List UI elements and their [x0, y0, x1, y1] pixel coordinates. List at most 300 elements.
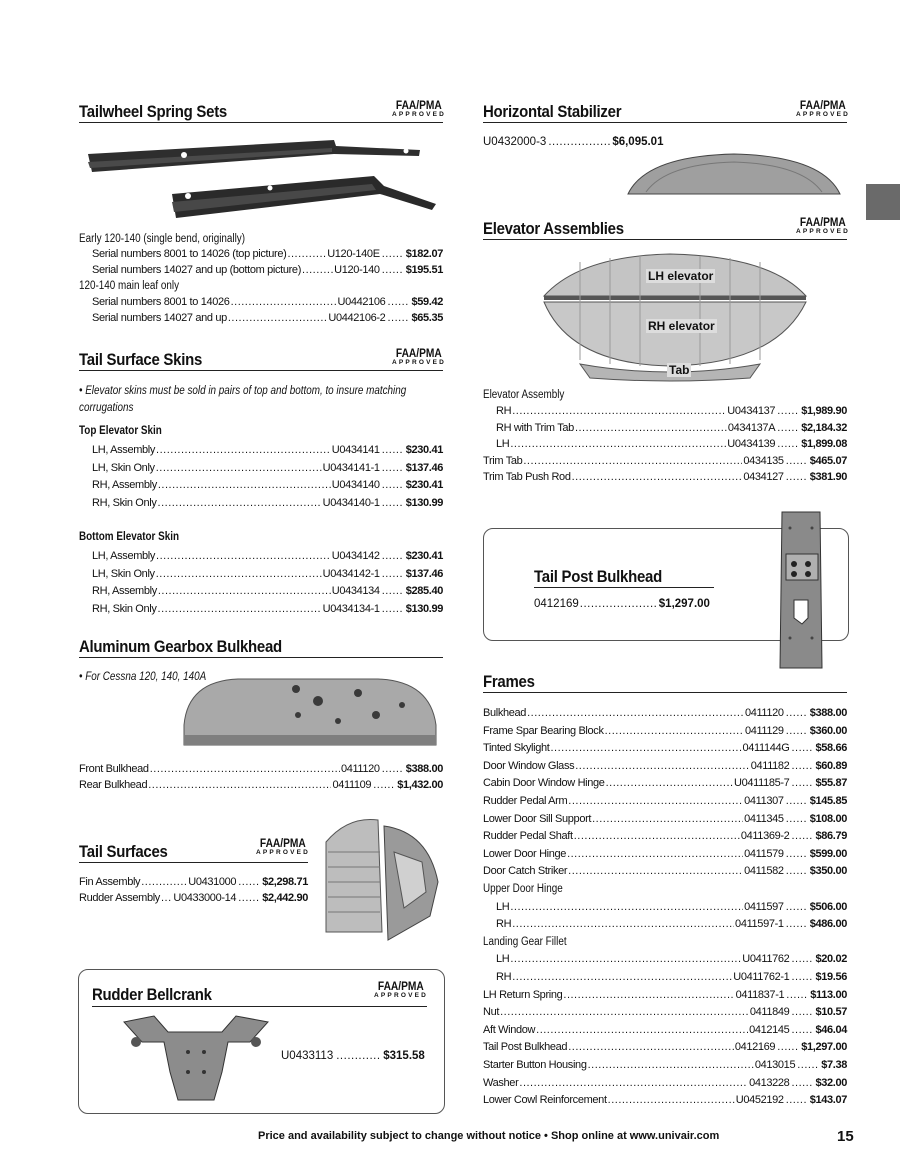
rudder-bellcrank-image	[118, 1012, 274, 1106]
section-rule	[483, 122, 847, 123]
item-label: LH	[496, 900, 510, 913]
leader-dots	[382, 761, 404, 777]
price: $60.89	[815, 759, 847, 772]
price: $1,297.00	[801, 1041, 847, 1054]
price: $2,442.90	[262, 892, 308, 904]
leader-dots	[786, 469, 808, 485]
faa-badge-bottom: APPROVED	[796, 111, 851, 118]
price: $113.00	[810, 988, 847, 1001]
leader-dots	[336, 1048, 380, 1064]
leader-dots	[238, 874, 260, 890]
leader-dots	[786, 723, 808, 739]
item-label: LH, Skin Only	[92, 461, 155, 474]
price: $1,989.90	[801, 405, 847, 417]
price-row	[79, 601, 443, 617]
price-row	[483, 1039, 847, 1055]
part-number: 0411582	[744, 865, 784, 878]
item-label: Starter Button Housing	[483, 1059, 587, 1071]
price: $360.00	[809, 724, 847, 737]
price: $350.00	[809, 865, 847, 878]
section-rule	[92, 1006, 427, 1007]
part-number: U0434137	[727, 405, 776, 417]
price: $130.99	[405, 496, 443, 509]
leader-dots	[580, 596, 658, 612]
part-number: U0411185-7	[734, 777, 790, 790]
item-label: Rudder Pedal Shaft	[483, 830, 573, 843]
leader-dots	[510, 436, 726, 452]
leader-dots	[791, 951, 813, 967]
part-number: U0432000-3	[483, 136, 547, 148]
gearbox-note: • For Cessna 120, 140, 140A	[79, 671, 207, 683]
part-number: U0434134-1	[322, 602, 380, 615]
price-row	[79, 477, 443, 493]
gearbox-title: Aluminum Gearbox Bulkhead	[79, 637, 282, 656]
part-number: U0434139	[727, 438, 776, 450]
part-number: U0442106	[337, 296, 386, 308]
price-row	[79, 890, 308, 906]
item-label: RH, Skin Only	[92, 496, 157, 509]
item-label: Rear Bulkhead	[79, 779, 148, 791]
section-tab-marker	[866, 184, 900, 220]
price: $46.04	[815, 1023, 847, 1036]
leader-dots	[158, 601, 322, 617]
faa-badge-top: FAA/PMA	[259, 836, 306, 850]
tailpost-title: Tail Post Bulkhead	[534, 567, 662, 586]
price: $55.87	[815, 777, 847, 790]
price-row	[483, 987, 847, 1003]
leader-dots	[382, 495, 404, 511]
leader-dots	[786, 863, 808, 879]
faa-pma-badge	[796, 215, 851, 236]
leader-dots	[302, 262, 333, 278]
price-row	[483, 811, 847, 827]
leader-dots	[777, 436, 799, 452]
stabilizer-title: Horizontal Stabilizer	[483, 102, 622, 121]
item-label: Serial numbers 8001 to 14026	[92, 296, 230, 308]
price-row	[483, 453, 847, 469]
leader-dots	[786, 846, 808, 862]
price: $182.07	[405, 248, 443, 260]
item-label: Front Bulkhead	[79, 763, 149, 775]
leader-dots	[791, 1004, 813, 1020]
leader-dots	[158, 495, 322, 511]
leader-dots	[519, 1075, 748, 1091]
price: $145.85	[809, 795, 847, 807]
section-rule	[79, 370, 443, 371]
item-label: Lower Door Sill Support	[483, 812, 592, 825]
item-label: Serial numbers 14027 and up (bottom picture)	[92, 264, 302, 276]
frames-title: Frames	[483, 672, 535, 691]
leader-dots	[382, 442, 404, 458]
price-row	[483, 775, 847, 791]
leader-dots	[797, 1057, 819, 1073]
tailwheel-title: Tailwheel Spring Sets	[79, 102, 227, 121]
leader-dots	[777, 420, 799, 436]
price-row	[483, 420, 847, 436]
leader-dots	[786, 1092, 808, 1108]
leader-dots	[568, 793, 743, 809]
leader-dots	[141, 874, 187, 890]
price: $108.00	[809, 812, 847, 825]
leader-dots	[231, 294, 337, 310]
footer-note: Price and availability subject to change without notice • Shop online at www.univair.com	[258, 1130, 720, 1142]
skins-note: • Elevator skins must be sold in pairs of top and bottom, to insure matching corrugations	[79, 385, 407, 414]
leader-dots	[536, 1022, 748, 1038]
item-label: RH, Assembly	[92, 479, 157, 491]
item-label: Aft Window	[483, 1023, 536, 1036]
elevator-heading: Elevator Assembly	[483, 389, 565, 401]
leader-dots	[777, 1039, 799, 1055]
leader-dots	[592, 811, 743, 827]
part-number: U0434140	[331, 479, 380, 491]
price: $137.46	[405, 567, 443, 580]
leader-dots	[527, 705, 744, 721]
item-label: LH	[496, 953, 510, 966]
leader-dots	[150, 761, 340, 777]
price-row	[483, 436, 847, 452]
leader-dots	[777, 403, 799, 419]
part-number: U0433113	[281, 1050, 334, 1062]
faa-badge-bottom: APPROVED	[374, 992, 429, 999]
price: $195.51	[405, 264, 443, 276]
item-label: Tinted Skylight	[483, 742, 550, 755]
item-label: LH, Assembly	[92, 550, 156, 562]
price-row	[79, 294, 443, 310]
price: $20.02	[815, 953, 847, 966]
item-label: Trim Tab Push Rod	[483, 471, 571, 483]
price-row	[79, 310, 443, 326]
faa-pma-badge	[256, 836, 311, 857]
item-label: RH with Trim Tab	[496, 421, 574, 434]
price-row	[79, 874, 308, 890]
price-row	[483, 758, 847, 774]
section-rule	[79, 862, 308, 863]
part-number: U0434140-1	[322, 496, 380, 509]
price: $388.00	[809, 707, 847, 719]
tailwheel-line-1: Early 120-140 (single bend, originally)	[79, 233, 246, 245]
tailpost-row	[534, 596, 710, 612]
price: $2,184.32	[801, 421, 847, 434]
part-number: 0411849	[749, 1006, 790, 1019]
price-row	[483, 1004, 847, 1020]
leader-dots	[786, 453, 808, 469]
item-label: Serial numbers 8001 to 14026 (top picture)	[92, 248, 287, 260]
leader-dots	[567, 846, 743, 862]
leader-dots	[791, 828, 813, 844]
leader-dots	[606, 775, 733, 791]
leader-dots	[510, 899, 743, 915]
price: $130.99	[405, 602, 443, 615]
item-label: Serial numbers 14027 and up	[92, 312, 227, 324]
price-row	[483, 705, 847, 721]
fin-rudder-image	[318, 812, 444, 944]
leader-dots	[382, 477, 404, 493]
part-number: U0434142-1	[322, 567, 380, 580]
leader-dots	[387, 294, 409, 310]
leader-dots	[287, 246, 326, 262]
item-label: Tail Post Bulkhead	[483, 1041, 568, 1054]
part-number: U0433000-14	[173, 892, 237, 904]
item-label: Washer	[483, 1076, 519, 1089]
part-number: 0411837-1	[735, 988, 785, 1001]
faa-pma-badge	[392, 98, 447, 119]
leader-dots	[512, 403, 726, 419]
leader-dots	[791, 740, 813, 756]
part-number: U0434142	[331, 550, 380, 562]
part-number: 0411369-2	[740, 830, 790, 843]
leader-dots	[786, 987, 808, 1003]
part-number: 0413228	[749, 1076, 790, 1089]
price-row	[483, 916, 847, 932]
leader-dots	[373, 777, 395, 793]
item-label: Rudder Pedal Arm	[483, 795, 568, 807]
item-label: Frame Spar Bearing Block	[483, 724, 604, 737]
price: $506.00	[809, 900, 847, 913]
part-number: U0442106-2	[328, 312, 386, 324]
leader-dots	[791, 1075, 813, 1091]
price-row	[483, 1057, 847, 1073]
leader-dots	[387, 310, 409, 326]
elevator-title: Elevator Assemblies	[483, 219, 624, 238]
part-number: 0434135	[743, 454, 784, 467]
tailpost-bulkhead-image	[776, 508, 826, 672]
part-number: U120-140E	[327, 248, 380, 260]
part-number: 0411345	[744, 812, 784, 825]
leader-dots	[791, 758, 813, 774]
part-number: 0411120	[340, 763, 380, 775]
faa-badge-bottom: APPROVED	[256, 849, 311, 856]
part-number: U0434134	[331, 585, 380, 597]
price: $388.00	[405, 763, 443, 775]
item-label: Lower Door Hinge	[483, 847, 567, 860]
item-label: RH	[496, 918, 512, 931]
part-number: 0411109	[332, 779, 372, 791]
part-number: U0411762-1	[733, 971, 790, 983]
price-row	[79, 460, 443, 476]
price-row	[483, 1022, 847, 1038]
price-row	[79, 442, 443, 458]
price: $143.07	[809, 1094, 847, 1107]
group-heading: Upper Door Hinge	[483, 883, 563, 895]
price-row	[483, 1092, 847, 1108]
price: $2,298.71	[262, 876, 308, 888]
part-number: 0434127	[743, 471, 784, 483]
price-row	[483, 846, 847, 862]
section-rule	[483, 239, 847, 240]
price-row	[79, 495, 443, 511]
faa-badge-bottom: APPROVED	[796, 228, 851, 235]
leader-dots	[791, 969, 813, 985]
price: $6,095.01	[612, 136, 664, 148]
item-label: LH, Skin Only	[92, 567, 155, 580]
tab-label: Tab	[669, 363, 690, 377]
faa-pma-badge	[796, 98, 851, 119]
faa-badge-top: FAA/PMA	[377, 979, 424, 993]
leader-dots	[605, 723, 744, 739]
price: $86.79	[815, 830, 847, 843]
item-label: RH, Skin Only	[92, 602, 157, 615]
faa-badge-bottom: APPROVED	[392, 359, 447, 366]
price: $137.46	[405, 461, 443, 474]
stabilizer-image	[626, 152, 842, 198]
price-row	[79, 246, 443, 262]
leader-dots	[238, 890, 260, 906]
leader-dots	[148, 777, 331, 793]
part-number: U0411762	[742, 953, 790, 966]
gearbox-bulkhead-image	[178, 675, 442, 751]
price: $1,432.00	[397, 779, 443, 791]
item-label: Bulkhead	[483, 707, 527, 719]
part-number: 0413015	[754, 1059, 796, 1071]
part-number: 0411182	[750, 759, 790, 772]
price: $7.38	[821, 1059, 847, 1071]
leader-dots	[156, 548, 331, 564]
price: $65.35	[411, 312, 443, 324]
leader-dots	[575, 420, 727, 436]
item-label: LH	[496, 438, 510, 450]
top-skin-heading: Top Elevator Skin	[79, 425, 162, 437]
item-label: RH	[496, 971, 512, 983]
price-row	[483, 951, 847, 967]
price: $58.66	[815, 742, 847, 755]
page-number: 15	[837, 1128, 854, 1145]
leader-dots	[548, 134, 610, 150]
stabilizer-row	[483, 134, 663, 150]
part-number: 0412145	[749, 1023, 790, 1036]
price: $285.40	[405, 585, 443, 597]
price: $1,899.08	[801, 438, 847, 450]
faa-pma-badge	[392, 346, 447, 367]
faa-badge-top: FAA/PMA	[395, 98, 442, 112]
price: $19.56	[815, 971, 847, 983]
bellcrank-title: Rudder Bellcrank	[92, 985, 212, 1004]
leader-dots	[382, 566, 404, 582]
item-label: Nut	[483, 1006, 500, 1019]
lh-elevator-label: LH elevator	[648, 269, 714, 283]
price-row	[483, 723, 847, 739]
price-row	[483, 828, 847, 844]
part-number: 0411579	[744, 847, 784, 860]
leader-dots	[791, 1022, 813, 1038]
tailwheel-springs-image	[84, 134, 440, 224]
leader-dots	[158, 583, 331, 599]
leader-dots	[512, 969, 732, 985]
part-number: 0411129	[744, 724, 784, 737]
price: $59.42	[411, 296, 443, 308]
leader-dots	[500, 1004, 749, 1020]
leader-dots	[551, 740, 742, 756]
price-row	[483, 740, 847, 756]
leader-dots	[156, 566, 322, 582]
leader-dots	[510, 951, 741, 967]
price: $1,297.00	[658, 598, 710, 610]
price: $465.07	[809, 454, 847, 467]
price-row	[483, 863, 847, 879]
part-number: 0434137A	[727, 421, 776, 434]
group-heading: Landing Gear Fillet	[483, 935, 567, 948]
leader-dots	[563, 987, 734, 1003]
part-number: 0412169	[534, 598, 579, 610]
price: $230.41	[405, 550, 443, 562]
part-number: 0411307	[744, 795, 784, 807]
item-label: LH, Assembly	[92, 444, 156, 456]
price: $32.00	[815, 1076, 847, 1089]
faa-badge-top: FAA/PMA	[799, 215, 846, 229]
part-number: 0411597-1	[735, 918, 784, 931]
bellcrank-row	[281, 1048, 425, 1064]
price-row	[483, 899, 847, 915]
leader-dots	[791, 775, 813, 791]
price-row	[483, 403, 847, 419]
price: $315.58	[383, 1050, 425, 1062]
item-label: RH	[496, 405, 512, 417]
leader-dots	[568, 1039, 734, 1055]
leader-dots	[575, 758, 749, 774]
price-row	[79, 761, 443, 777]
price-row	[483, 969, 847, 985]
price: $230.41	[405, 444, 443, 456]
leader-dots	[382, 601, 404, 617]
price-row	[79, 583, 443, 599]
leader-dots	[786, 916, 808, 932]
price: $381.90	[809, 471, 847, 483]
item-label: Lower Cowl Reinforcement	[483, 1094, 607, 1107]
part-number: U0434141	[331, 444, 380, 456]
rh-elevator-label: RH elevator	[648, 319, 715, 333]
section-rule	[79, 122, 443, 123]
item-label: Cabin Door Window Hinge	[483, 777, 605, 790]
leader-dots	[786, 811, 808, 827]
item-label: Fin Assembly	[79, 876, 141, 888]
faa-badge-top: FAA/PMA	[395, 346, 442, 360]
section-rule	[79, 657, 443, 658]
part-number: 0412169	[734, 1041, 776, 1054]
leader-dots	[382, 460, 404, 476]
item-label: RH, Assembly	[92, 585, 157, 597]
leader-dots	[382, 246, 404, 262]
leader-dots	[512, 916, 734, 932]
price-row	[483, 469, 847, 485]
faa-pma-badge	[374, 979, 429, 1000]
item-label: Door Catch Striker	[483, 865, 568, 878]
item-label: Door Window Glass	[483, 759, 575, 772]
part-number: U0431000	[188, 876, 237, 888]
price-row	[483, 1075, 847, 1091]
price-row	[79, 548, 443, 564]
faa-badge-top: FAA/PMA	[799, 98, 846, 112]
price: $486.00	[809, 918, 847, 931]
item-label: Trim Tab	[483, 454, 523, 467]
leader-dots	[382, 583, 404, 599]
part-number: U0452192	[735, 1094, 784, 1107]
tail-surfaces-title: Tail Surfaces	[79, 842, 168, 861]
leader-dots	[588, 1057, 754, 1073]
price: $599.00	[809, 847, 847, 860]
leader-dots	[574, 828, 740, 844]
leader-dots	[382, 548, 404, 564]
price-row	[79, 777, 443, 793]
leader-dots	[608, 1092, 735, 1108]
part-number: 0411144G	[742, 742, 790, 755]
leader-dots	[786, 899, 808, 915]
faa-badge-bottom: APPROVED	[392, 111, 447, 118]
leader-dots	[228, 310, 328, 326]
skins-title: Tail Surface Skins	[79, 350, 203, 369]
part-number: 0411597	[744, 900, 784, 913]
leader-dots	[156, 460, 322, 476]
price-row	[79, 566, 443, 582]
part-number: U0434141-1	[322, 461, 380, 474]
